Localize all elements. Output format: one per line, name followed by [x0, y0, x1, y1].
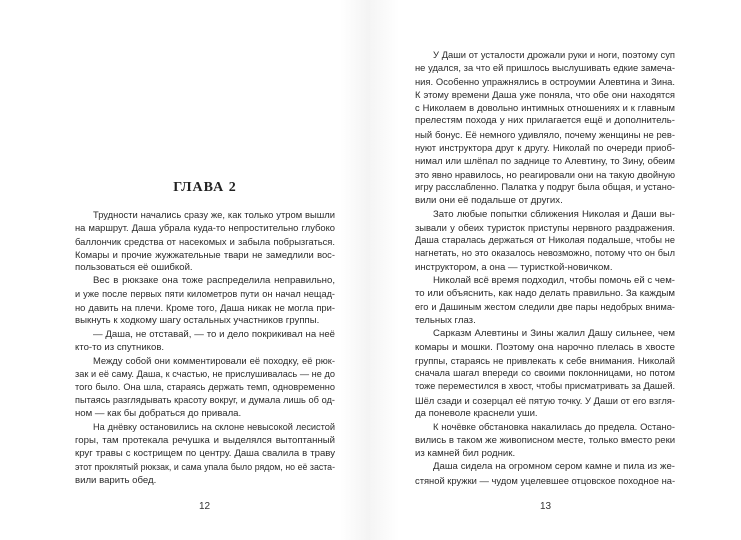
text-line: выкнуть к ходкому шагу остальных участников группы. — [75, 315, 320, 327]
text-line: но давить на плечи. Кроме того, Даша никак не могла при- — [75, 302, 335, 314]
text-line: Шёл сзади и созерцал её пятую точку. У Даши от его взгля- — [415, 394, 675, 406]
text-line: ный бонус. Её немного удивляло, почему женщины не рев- — [415, 128, 675, 140]
text-line: нуют инструктора друг к другу. Николай по очереди приоб- — [415, 142, 675, 154]
text-line: К этому времени Даша уже поняла, что обе они находятся — [415, 88, 675, 100]
page-number: 13 — [540, 501, 552, 512]
text-line: с Николаем в довольно интимных отношениях и к главным — [415, 102, 675, 114]
text-line: Вес в рюкзаке она тоже распределила неправильно, — [93, 275, 335, 287]
text-line: зак и её саму. Даша, к счастью, не прислушивалась — не до — [75, 368, 335, 379]
text-line: вили варить обед. — [75, 474, 157, 486]
text-line: У Даши от усталости дрожали руки и ноги, поэтому суп — [433, 49, 675, 60]
text-line: пользоваться её ошибкой. — [75, 262, 193, 274]
text-line: игру расслабленно. Палатка у подруг была общая, и устано- — [415, 181, 675, 192]
text-line: Комары и прочие жужжательные твари не замедлили вос- — [75, 248, 335, 260]
text-line: группы, стараясь не привлекать к себе внимания. Николай — [415, 354, 675, 366]
text-line: Даша сидела на огромном сером камне и пила из же- — [433, 461, 675, 473]
text-line: пытаясь разглядывать красоту вокруг, и думала лишь об од- — [75, 395, 335, 406]
text-line: это явно нравилось, но реагировали они на такую двойную — [415, 168, 675, 180]
text-line: Сарказм Алевтины и Зины жалил Дашу сильнее, чем — [433, 328, 675, 340]
text-line: сначала шагал впереди со своими поклонницами, но потом — [415, 368, 675, 379]
text-line: Даша старалась держаться от Николая подальше, чтобы не — [415, 235, 675, 246]
text-line: на маршрут. Даша убрала куда-то непростительно глубоко — [75, 222, 335, 234]
text-line: — Даша, не отставай, — то и дело покрикивал на неё — [93, 328, 335, 340]
text-line: вились в таком же живописном месте, только вместо реки — [415, 434, 676, 446]
left-page — [0, 0, 370, 540]
text-line: да поневоле краснели уши. — [415, 408, 538, 420]
right-page-text — [415, 48, 675, 487]
text-line: ния. Особенно упражнялись в остроумии Алевтина и Зина. — [415, 75, 675, 87]
text-line: круг травы с кострищем по центру. Даша свалила в траву — [75, 448, 335, 460]
text-line: его и Дашиным жестом следили две пары недобрых внима- — [415, 301, 675, 312]
text-line: и уже после первых пяти километров пути он начал нещад- — [75, 288, 335, 299]
text-line: нагнетать, но это оказалось невозможно, потому что он был — [415, 248, 675, 259]
text-line: не удался, за что ей пришлось выслушивать едкие замеча- — [415, 62, 675, 74]
text-line: баллончик средства от насекомых и забыла побрызгаться. — [75, 235, 335, 247]
text-line: стяной кружки — чудом уцелевшее отцовское походное на- — [415, 474, 676, 486]
text-line: горы, там протекала речушка и выделялся вытоптанный — [75, 435, 335, 447]
text-line: комары и мошки. Поэтому она нарочно плелась в хвосте — [415, 341, 675, 353]
text-line: зывали у обеих туристок приступы нервного раздражения. — [415, 221, 675, 233]
text-line: К ночёвке обстановка накалилась до предела. Остано- — [433, 421, 675, 433]
text-line: того было. Она шла, стараясь держать темп, одновременно — [75, 381, 335, 392]
text-line: тоже переместился в хвост, чтобы присматривать за Дашей. — [415, 381, 675, 392]
text-line: то или объяснить, как надо делать правильно. За каждым — [415, 288, 675, 300]
text-line: инструктором, а она — туристкой-новичком. — [415, 261, 613, 273]
text-line: Трудности начались сразу же, как только утром вышли — [93, 209, 335, 220]
text-line: тельных глаз. — [415, 314, 476, 326]
text-line: Николай всё время подходил, чтобы помочь ей с чем- — [433, 275, 675, 287]
text-line: этот проклятый рюкзак, и сама упала было рядом, но её заста- — [75, 461, 335, 472]
text-line: прелестям похода у них прилагается ещё и дополнитель- — [415, 115, 675, 127]
text-line: нимал или шлёпал по заднице то Алевтину, то Зину, обеим — [415, 155, 675, 167]
text-line: На днёвку остановились на склоне невысокой лесистой — [93, 421, 335, 432]
text-line: Зато любые попытки сближения Николая и Даши вы- — [433, 208, 675, 220]
text-line: ном — как бы добраться до привала. — [75, 408, 242, 420]
text-line: вили они её подальше от других. — [415, 195, 563, 207]
text-line: Между собой они комментировали её походку, её рюк- — [93, 355, 335, 367]
text-line: кто-то из спутников. — [75, 341, 165, 353]
right-page — [370, 0, 741, 540]
left-page-text — [75, 208, 335, 487]
page-number: 12 — [199, 501, 211, 512]
text-line: из камней бил родник. — [415, 447, 516, 459]
chapter-heading: ГЛАВА 2 — [173, 180, 237, 195]
